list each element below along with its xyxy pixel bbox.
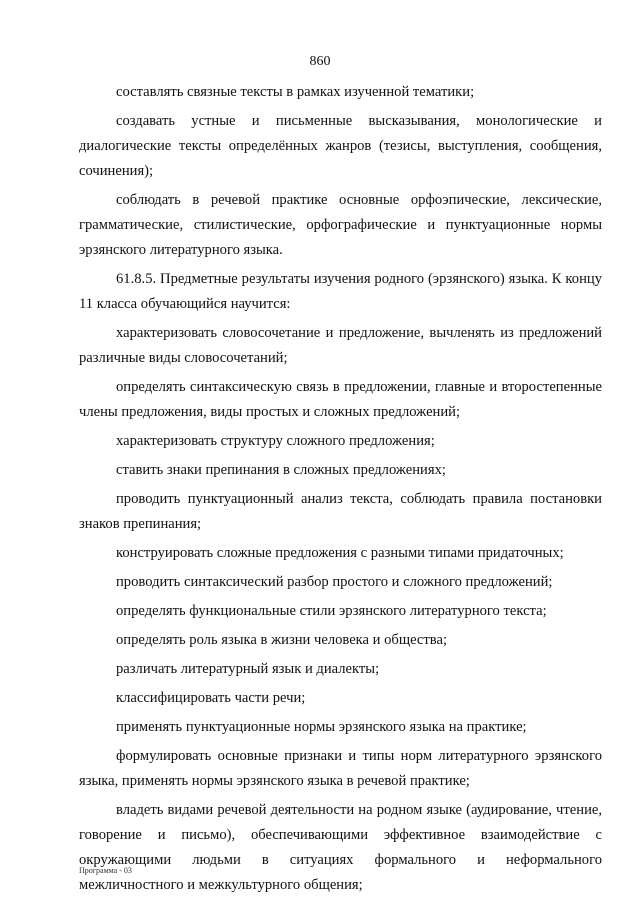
- paragraph: проводить синтаксический разбор простого и сложного предложений;: [116, 574, 553, 590]
- page-number: 860: [309, 54, 331, 69]
- paragraph: проводить пунктуационный анализ текста, соблюдать правила постановки знаков препинания;: [79, 491, 602, 532]
- paragraph: формулировать основные признаки и типы норм литературного эрзянского языка, применять нормы эрзянского языка в речевой практике;: [79, 748, 602, 789]
- paragraph: конструировать сложные предложения с разными типами придаточных;: [116, 545, 564, 561]
- paragraph: характеризовать структуру сложного предложения;: [116, 433, 435, 449]
- section-heading-paragraph: 61.8.5. Предметные результаты изучения родного (эрзянского) языка. К концу 11 класса обучающийся научится:: [79, 271, 602, 312]
- paragraph: различать литературный язык и диалекты;: [116, 661, 380, 677]
- paragraph: составлять связные тексты в рамках изученной тематики;: [116, 84, 475, 100]
- paragraph: ставить знаки препинания в сложных предложениях;: [116, 462, 446, 478]
- paragraph: применять пунктуационные нормы эрзянского языка на практике;: [116, 719, 527, 735]
- paragraph: определять роль языка в жизни человека и общества;: [116, 632, 448, 648]
- paragraph: определять синтаксическую связь в предложении, главные и второстепенные члены предложения, виды простых и сложных предложений;: [79, 379, 602, 420]
- footer-label: Программа - 03: [79, 866, 132, 875]
- paragraph: соблюдать в речевой практике основные орфоэпические, лексические, грамматические, стилистические, орфографические и пунктуационные нормы эрзянского литературного языка.: [79, 192, 602, 258]
- document-body: [79, 80, 602, 902]
- paragraph: определять функциональные стили эрзянского литературного текста;: [116, 603, 547, 619]
- paragraph: классифицировать части речи;: [116, 690, 306, 706]
- paragraph: создавать устные и письменные высказывания, монологические и диалогические тексты определённых жанров (тезисы, выступления, сообщения, сочинения);: [79, 113, 602, 179]
- paragraph: владеть видами речевой деятельности на родном языке (аудирование, чтение, говорение и письмо), обеспечивающими эффективное взаимодействие с окружающими людьми в ситуациях формального и неформального межличностного и межкультурного общения;: [79, 802, 602, 893]
- paragraph: характеризовать словосочетание и предложение, вычленять из предложений различные виды словосочетаний;: [79, 325, 602, 366]
